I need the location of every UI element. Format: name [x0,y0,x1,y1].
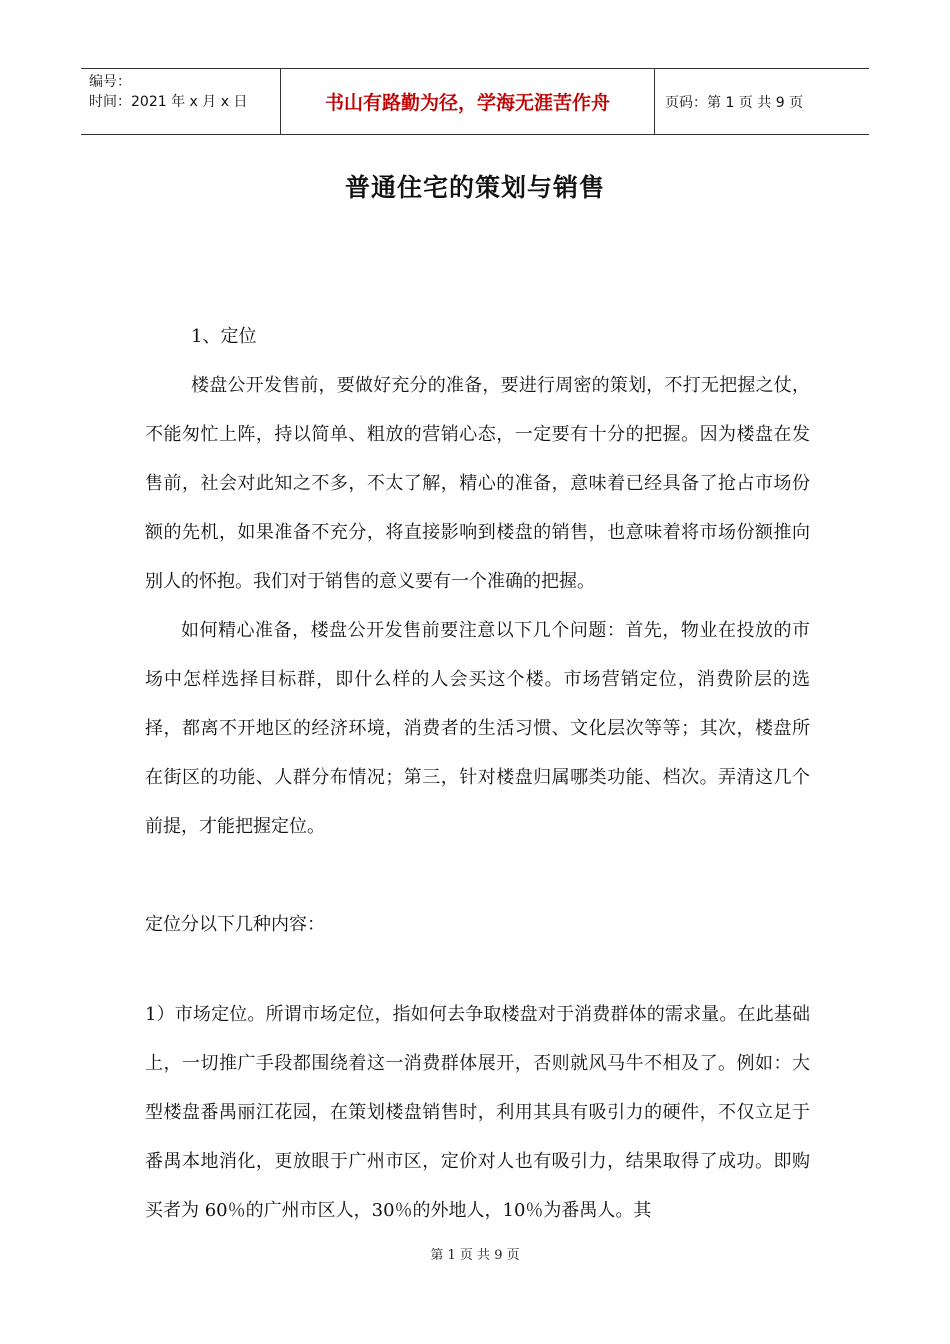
header-motto: 书山有路勤为径，学海无涯苦作舟 [281,69,655,134]
section-heading-block [145,312,810,361]
paragraph-2-block [145,606,810,851]
item-1: 1）市场定位。所谓市场定位，指如何去争取楼盘对于消费群体的需求量。在此基础上，一切推广手段都围绕着这一消费群体展开，否则就风马牛不相及了。例如：大型楼盘番禺丽江花园，在策划楼盘销售时，利用其具有吸引力的硬件，不仅立足于番禺本地消化，更放眼于广州市区，定价对人也有吸引力，结果取得了成功。即购买者为 60％的广州市区人，30％的外地人，10％为番禺人。其 [145,1004,810,1221]
subheading: 定位分以下几种内容： [145,914,325,935]
header-page-info: 页码：第 1 页 共 9 页 [665,94,804,111]
document-title: 普通住宅的策划与销售 [344,173,605,202]
page-header [81,68,869,135]
subheading-block [145,900,810,949]
paragraph-1: 楼盘公开发售前，要做好充分的准备，要进行周密的策划，不打无把握之仗，不能匆忙上阵，持以简单、粗放的营销心态，一定要有十分的把握。因为楼盘在发售前，社会对此知之不多，不太了解，精心的准备，意味着已经具备了抢占市场份额的先机，如果准备不充分，将直接影响到楼盘的销售，也意味着将市场份额推向别人的怀抱。我们对于销售的意义要有一个准确的把握。 [145,375,810,592]
number-label: 编号： [89,74,131,90]
paragraph-2: 如何精心准备，楼盘公开发售前要注意以下几个问题：首先，物业在投放的市场中怎样选择目标群，即什么样的人会买这个楼。市场营销定位，消费阶层的选择，都离不开地区的经济环境，消费者的生活习惯、文化层次等等；其次，楼盘所在街区的功能、人群分布情况；第三，针对楼盘归属哪类功能、档次。弄清这几个前提，才能把握定位。 [145,620,810,837]
time-label: 时间：2021 年 x 月 x 日 [89,94,248,110]
header-meta [81,69,281,134]
item-1-block [145,990,810,1235]
page-footer: 第 1 页 共 9 页 [430,1248,520,1263]
paragraph-1-block [145,361,810,606]
section-heading: 1、定位 [191,326,257,347]
